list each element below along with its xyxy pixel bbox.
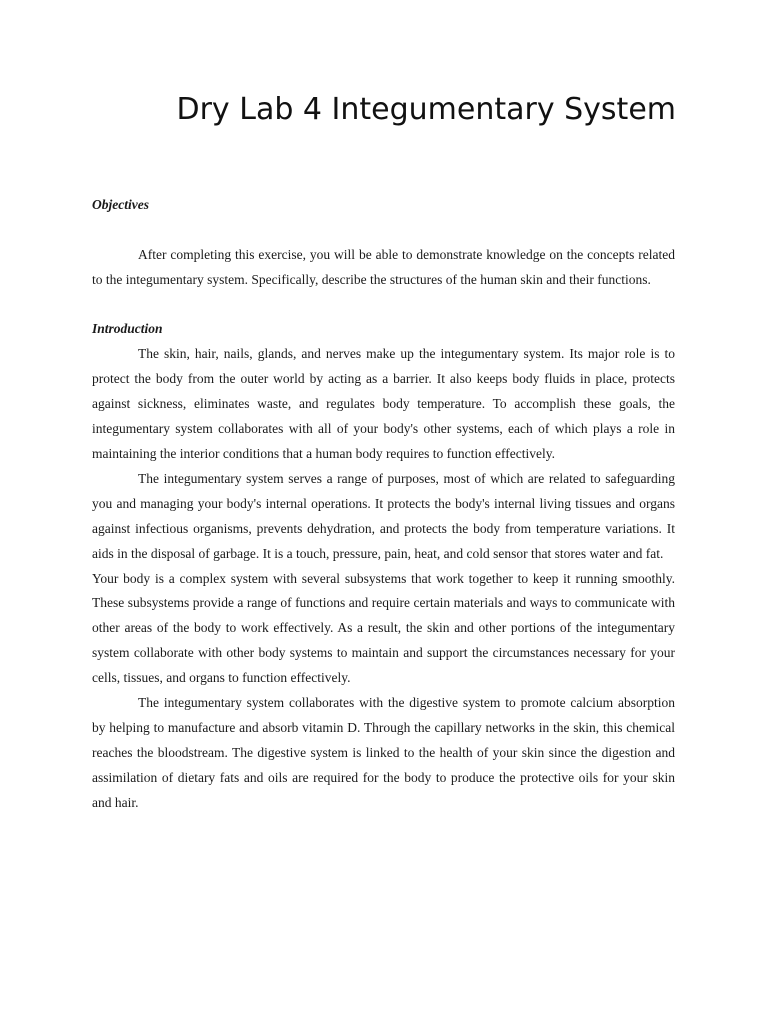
spacer — [92, 218, 675, 243]
introduction-heading: Introduction — [92, 321, 163, 337]
introduction-paragraph-3: Your body is a complex system with several subsystems that work together to keep it running smoothly. These subsystems provide a range of functions and require certain materials and ways to communicate with other areas of the body to work effectively. As a result, the skin and other portions of the integumentary system collaborate with other body systems to maintain and support the circumstances necessary for your cells, tissues, and organs to function effectively. — [92, 570, 675, 686]
objectives-heading: Objectives — [92, 197, 149, 212]
introduction-paragraph-2: The integumentary system serves a range of purposes, most of which are related to safeguarding you and managing your body's internal operations. It protects the body's internal living tissues and organs against infectious organisms, prevents dehydration, and protects the body from temperature variations. It aids in the disposal of garbage. It is a touch, pressure, pain, heat, and cold sensor that stores water and fat. — [92, 470, 675, 561]
page-title: Dry Lab 4 Integumentary System — [176, 92, 676, 127]
spacer — [92, 293, 675, 318]
introduction-paragraph-4: The integumentary system collaborates with the digestive system to promote calcium absorption by helping to manufacture and absorb vitamin D. Through the capillary networks in the skin, this chemical reaches the bloodstream. The digestive system is linked to the health of your skin since the digestion and assimilation of dietary fats and oils are required for the body to produce the protective oils for your skin and hair. — [92, 695, 675, 810]
document-body — [92, 193, 675, 816]
introduction-paragraph-1: The skin, hair, nails, glands, and nerves make up the integumentary system. Its major role is to protect the body from the outer world by acting as a barrier. It also keeps body fluids in place, protects against sickness, eliminates waste, and regulates body temperature. To accomplish these goals, the integumentary system collaborates with all of your body's other systems, each of which plays a role in maintaining the interior conditions that a human body requires to function effectively. — [92, 346, 675, 461]
objectives-paragraph: After completing this exercise, you will be able to demonstrate knowledge on the concepts related to the integumentary system. Specifically, describe the structures of the human skin and their functions. — [92, 246, 675, 287]
